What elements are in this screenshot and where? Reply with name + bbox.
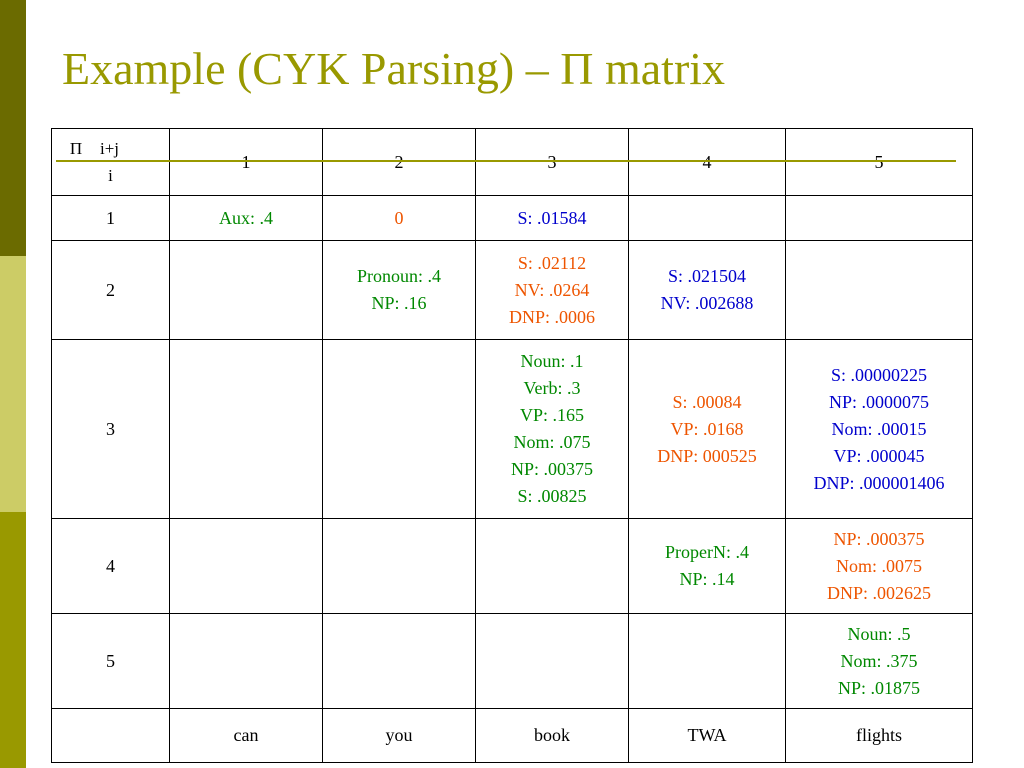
header-row: [52, 129, 973, 196]
matrix-cell: [786, 519, 973, 614]
cell-entry: Nom: .375: [840, 650, 918, 671]
matrix-cell: [170, 196, 323, 241]
cell-entry: NP: .00375: [510, 459, 593, 479]
cell-entry: Noun: .5: [847, 623, 911, 644]
matrix-cell: [170, 614, 323, 709]
matrix-cell: [476, 196, 629, 241]
word-cell: flights: [786, 709, 973, 763]
corner-cell: [52, 129, 170, 196]
cell-entry: NP: .000375: [833, 528, 925, 549]
cell-entry: Nom: .00015: [831, 418, 927, 439]
corner-ij-label: i+j: [100, 139, 120, 158]
matrix-cell: [476, 614, 629, 709]
word-row: [52, 709, 973, 763]
matrix-row: [52, 614, 973, 709]
matrix-body: [52, 129, 973, 763]
cell-entry: NP: .16: [371, 293, 427, 313]
cell-entry: 0: [394, 207, 404, 228]
cell-entry: VP: .0168: [670, 418, 744, 439]
matrix-row: [52, 196, 973, 241]
cell-entry: NP: .14: [679, 569, 735, 589]
cell-entry: NP: .01875: [837, 677, 920, 698]
side-bar-segment-medium: [0, 512, 26, 768]
matrix-cell: [170, 241, 323, 340]
cell-entry: S: .00000225: [830, 364, 927, 385]
matrix-cell: [786, 196, 973, 241]
cell-entry: NV: .002688: [660, 293, 754, 313]
cell-entry: Aux: .4: [219, 207, 273, 228]
cell-entry: S: .021504: [667, 266, 746, 286]
matrix-cell: [629, 614, 786, 709]
matrix-cell: [170, 519, 323, 614]
matrix-cell: [476, 241, 629, 340]
cell-entry: VP: .165: [519, 405, 584, 425]
cell-entry: NP: .0000075: [828, 391, 929, 412]
cell-entry: NV: .0264: [514, 279, 590, 300]
matrix-cell: [629, 196, 786, 241]
cell-entry: DNP: .000001406: [813, 472, 945, 493]
col-header-cell: [323, 129, 476, 196]
cell-entry: DNP: 000525: [657, 445, 757, 466]
matrix-row: [52, 241, 973, 340]
matrix-cell: [786, 340, 973, 519]
cell-entry: S: .00084: [672, 391, 742, 412]
matrix-cell: [476, 340, 629, 519]
cell-entry: Nom: .0075: [835, 555, 922, 576]
row-header-cell: 3: [52, 340, 170, 519]
row-header-cell: 1: [52, 196, 170, 241]
word-row-blank-cell: [52, 709, 170, 763]
matrix-cell: [323, 614, 476, 709]
corner-pi-label: Π: [69, 139, 83, 158]
side-bar-segment-dark: [0, 0, 26, 256]
cell-entry: Nom: .075: [513, 432, 591, 452]
cell-entry: Verb: .3: [523, 378, 581, 398]
row-header-cell: 4: [52, 519, 170, 614]
slide-title: Example (CYK Parsing) – Π matrix: [62, 43, 726, 94]
decorative-side-bar: [0, 0, 26, 768]
col-header-cell: [476, 129, 629, 196]
cell-entry: DNP: .0006: [508, 306, 595, 327]
corner-i-label: i: [108, 166, 113, 185]
col-header-cell: [786, 129, 973, 196]
cell-entry: Noun: .1: [520, 351, 584, 371]
cell-entry: S: .02112: [517, 252, 587, 273]
matrix-cell: [629, 340, 786, 519]
word-cell: book: [476, 709, 629, 763]
matrix-cell: [323, 340, 476, 519]
matrix-cell: [786, 241, 973, 340]
word-cell: TWA: [629, 709, 786, 763]
matrix-cell: [629, 241, 786, 340]
row-header-cell: 2: [52, 241, 170, 340]
word-cell: can: [170, 709, 323, 763]
cell-entry: S: .00825: [517, 486, 587, 506]
cell-entry: DNP: .002625: [826, 582, 931, 603]
cell-entry: VP: .000045: [833, 445, 925, 466]
header-accent-line: [56, 160, 956, 162]
row-header-cell: 5: [52, 614, 170, 709]
cell-entry: S: .01584: [517, 207, 587, 228]
pi-matrix-table: [51, 128, 973, 763]
col-header-cell: [170, 129, 323, 196]
cell-entry: ProperN: .4: [665, 542, 749, 562]
matrix-cell: [170, 340, 323, 519]
matrix-row: [52, 519, 973, 614]
side-bar-segment-light: [0, 256, 26, 512]
matrix-cell: [476, 519, 629, 614]
matrix-cell: [629, 519, 786, 614]
matrix-cell: [323, 196, 476, 241]
matrix-cell: [323, 519, 476, 614]
word-cell: you: [323, 709, 476, 763]
matrix-cell: [323, 241, 476, 340]
col-header-cell: [629, 129, 786, 196]
cell-entry: Pronoun: .4: [356, 266, 441, 286]
matrix-row: [52, 340, 973, 519]
matrix-cell: [786, 614, 973, 709]
